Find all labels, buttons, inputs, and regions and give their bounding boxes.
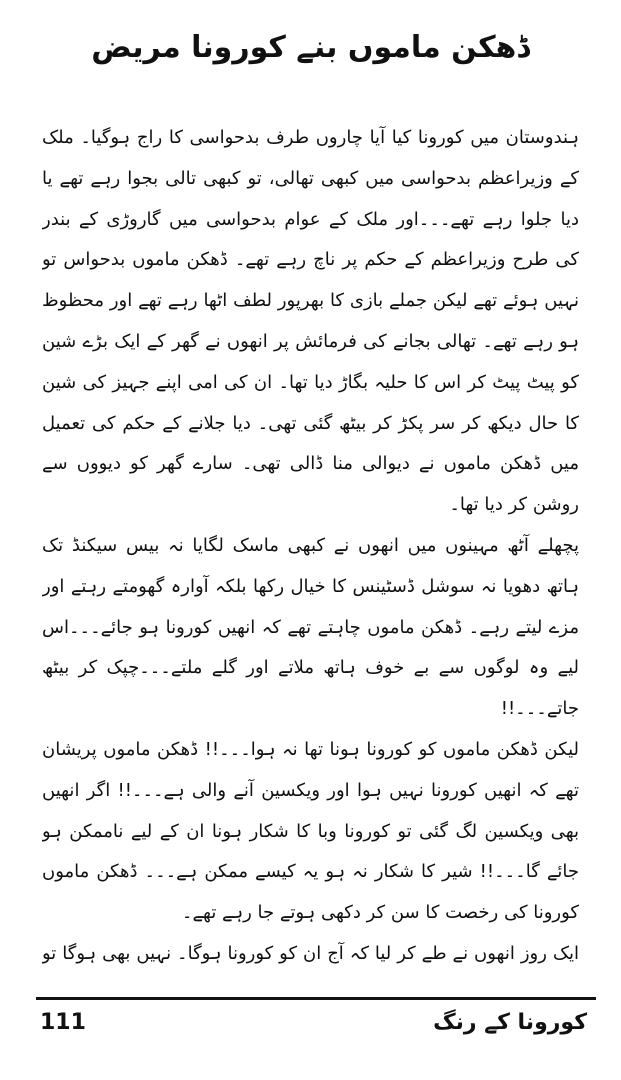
running-footer-book-title: کورونا کے رنگ [433, 1010, 587, 1035]
paragraph: پچھلے آٹھ مہینوں میں انھوں نے کبھی ماسک لگایا نہ بیس سیکنڈ تک ہاتھ دھویا نہ سوشل ڈسٹینس کا خیال رکھا بلکہ آوارہ گھومتے رہتے اور مزے لیتے رہے۔ ڈھکن ماموں چاہتے تھے کہ انھیں کورونا ہو جائے۔۔۔اس لیے وہ لوگوں سے بے خوف ہاتھ ملاتے اور گلے ملتے۔۔۔چپک کر بیٹھ جاتے۔۔۔!! [42, 534, 579, 720]
page-number: 111 [40, 1010, 86, 1035]
body-text [42, 118, 579, 976]
paragraph: ہندوستان میں کورونا کیا آیا چاروں طرف بدحواسی کا راج ہوگیا۔ ملک کے وزیراعظم بدحواسی میں کبھی تھالی، تو کبھی تالی بجوا رہے تھے یا دیا جلوا رہے تھے۔۔۔اور ملک کے عوام بدحواسی میں گاروڑی کے بندر کی طرح وزیراعظم کے حکم پر ناچ رہے تھے۔ ڈھکن ماموں بدحواس تو نہیں ہوئے تھے لیکن جملے بازی کا بھرپور لطف اٹھا رہے تھے اور محظوظ ہو رہے تھے۔ تھالی بجانے کی فرمائش پر انھوں نے گھر کے ایک بڑے شین کو پیٹ پیٹ کر اس کا حلیہ بگاڑ دیا تھا۔ ان کی امی اپنے جہیز کی شین کا حال دیکھ کر سر پکڑ کر بیٹھ گئی تھی۔ دیا جلانے کے حکم کی تعمیل میں ڈھکن ماموں نے دیوالی منا ڈالی تھی۔ سارے گھر کو دیووں سے روشن کر دیا تھا۔ [42, 127, 579, 516]
footer-divider [36, 997, 596, 1000]
paragraph: ایک روز انھوں نے طے کر لیا کہ آج ان کو کورونا ہوگا۔ نہیں بھی ہوگا تو [42, 942, 579, 964]
paragraph: لیکن ڈھکن ماموں کو کورونا ہونا تھا نہ ہوا۔۔۔!! ڈھکن ماموں پریشان تھے کہ انھیں کورونا نہیں ہوا اور ویکسین آنے والی ہے۔۔۔!! اگر انھیں بھی ویکسین لگ گئی تو کورونا وبا کا شکار ہونا ان کے لیے ناممکن ہو جائے گا۔۔۔!! شیر کا شکار نہ ہو یہ کیسے ممکن ہے۔۔۔ ڈھکن ماموں کورونا کی رخصت کا سن کر دکھی ہوتے جا رہے تھے۔ [42, 738, 579, 924]
chapter-title: ڈھکن ماموں بنے کورونا مریض [91, 30, 530, 65]
